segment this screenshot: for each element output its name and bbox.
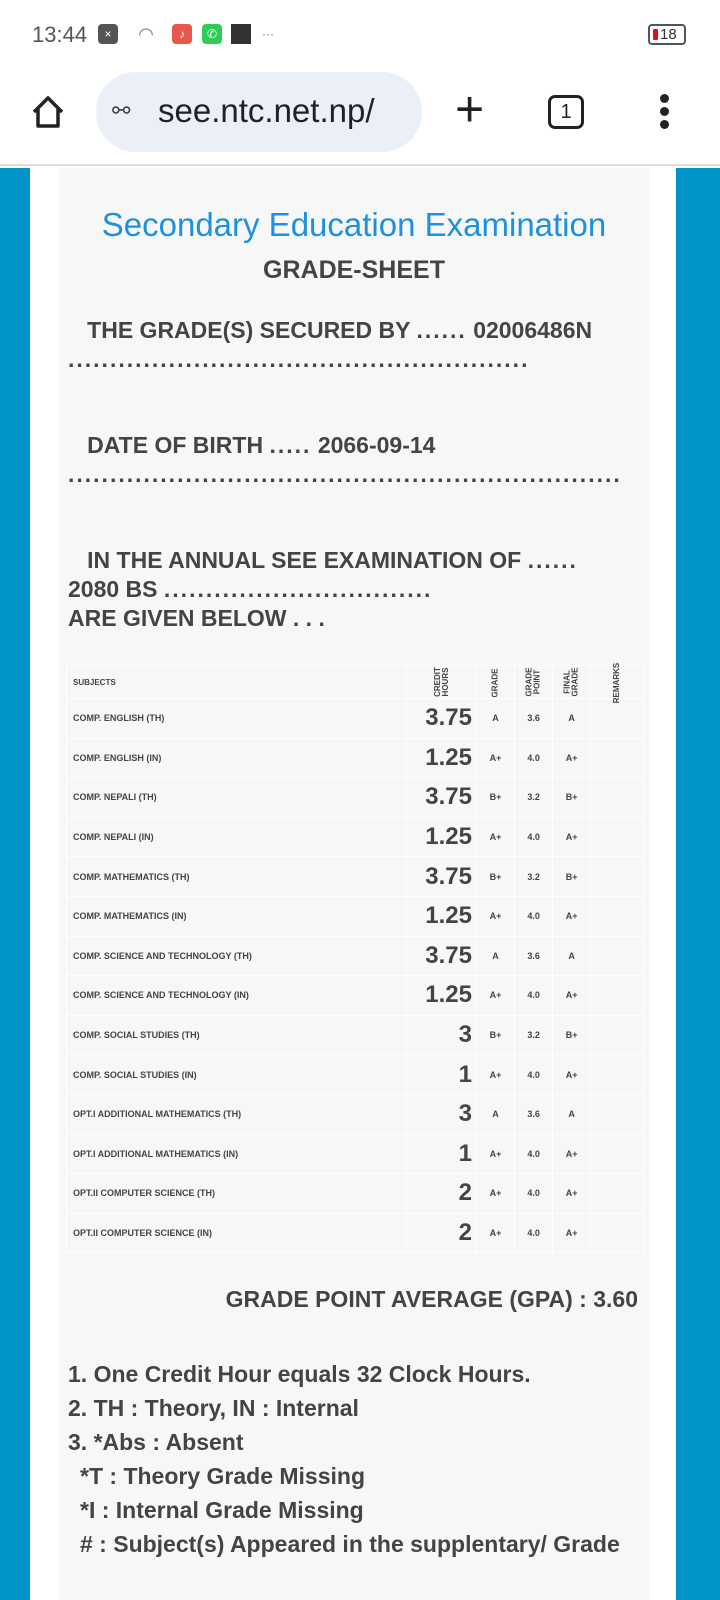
table-header [67, 666, 644, 699]
cell-remarks [591, 1094, 644, 1134]
cell-grade: A+ [477, 1174, 515, 1214]
cell-final: A+ [553, 896, 591, 936]
app-thumbnail-icon [231, 24, 251, 44]
cell-remarks [591, 778, 644, 818]
page-title: Secondary Education Examination [101, 206, 607, 243]
table-row [67, 857, 644, 897]
cell-credit: 3.75 [407, 936, 477, 976]
given-below: ARE GIVEN BELOW . . . [68, 605, 325, 631]
cell-grade: A+ [477, 738, 515, 778]
cell-subject: COMP. MATHEMATICS (TH) [67, 857, 407, 897]
cell-remarks [591, 1055, 644, 1095]
url-text[interactable]: see.ntc.net.np/ [158, 92, 375, 129]
cell-credit: 1.25 [407, 976, 477, 1016]
cell-remarks [591, 976, 644, 1016]
table-row [67, 936, 644, 976]
cell-point: 4.0 [515, 738, 553, 778]
header-final-text: FINAL GRADE [562, 667, 580, 697]
note: 1. One Credit Hour equals 32 Clock Hours. [68, 1361, 531, 1387]
cell-final: B+ [553, 778, 591, 818]
cell-point: 3.6 [515, 699, 553, 739]
note: *T : Theory Grade Missing [80, 1463, 365, 1489]
wifi-icon: ◠ [138, 24, 154, 44]
home-icon[interactable] [28, 92, 68, 132]
exam-line: IN THE ANNUAL SEE EXAMINATION OF ...... 2080 BS ................................ ARE GIVEN BELOW . . . [68, 547, 578, 631]
cell-final: A+ [553, 1134, 591, 1174]
cell-final: A [553, 1094, 591, 1134]
note: # : Subject(s) Appeared in the supplentary/ Grade [80, 1531, 620, 1557]
cell-point: 4.0 [515, 1174, 553, 1214]
status-bar [0, 0, 720, 70]
table-row [67, 817, 644, 857]
cell-credit: 3.75 [407, 857, 477, 897]
cell-remarks [591, 1015, 644, 1055]
tab-switcher-button[interactable]: 1 [548, 95, 584, 129]
grades-table [66, 662, 644, 1253]
note: 2. TH : Theory, IN : Internal [68, 1395, 359, 1421]
cell-credit: 3.75 [407, 699, 477, 739]
cell-subject: COMP. ENGLISH (TH) [67, 699, 407, 739]
header-remarks-text: REMARKS [612, 662, 622, 703]
cell-final: A+ [553, 1055, 591, 1095]
table-row [67, 1094, 644, 1134]
symbol-number: 02006486N [473, 317, 593, 343]
cell-grade: A+ [477, 1213, 515, 1253]
battery-icon [648, 24, 686, 45]
battery-level: 18 [660, 26, 677, 43]
cell-grade: A+ [477, 896, 515, 936]
cell-final: A+ [553, 817, 591, 857]
header-point-text: GRADE POINT [524, 667, 542, 697]
music-app-icon: ♪ [172, 24, 192, 44]
cell-subject: COMP. NEPALI (IN) [67, 817, 407, 857]
notes [68, 1357, 620, 1561]
cell-point: 3.2 [515, 1015, 553, 1055]
cell-credit: 1 [407, 1055, 477, 1095]
address-bar[interactable] [96, 72, 422, 152]
cell-remarks [591, 1174, 644, 1214]
header-subjects: SUBJECTS [67, 666, 407, 699]
cell-final: A [553, 936, 591, 976]
cell-point: 3.2 [515, 778, 553, 818]
cell-remarks [591, 857, 644, 897]
cell-grade: B+ [477, 778, 515, 818]
cell-point: 3.6 [515, 936, 553, 976]
header-grade [477, 666, 515, 699]
cell-point: 4.0 [515, 817, 553, 857]
table-row [67, 778, 644, 818]
cell-subject: COMP. SCIENCE AND TECHNOLOGY (TH) [67, 936, 407, 976]
dob-value: 2066-09-14 [317, 432, 436, 458]
cell-point: 4.0 [515, 1055, 553, 1095]
site-settings-icon[interactable]: ⚯ [112, 98, 131, 123]
cell-subject: COMP. MATHEMATICS (IN) [67, 896, 407, 936]
cell-credit: 2 [407, 1213, 477, 1253]
cell-grade: A [477, 936, 515, 976]
header-credit [407, 666, 477, 699]
cell-grade: A+ [477, 1134, 515, 1174]
page-subtitle: GRADE-SHEET [263, 256, 445, 284]
more-menu-icon[interactable] [660, 94, 670, 133]
cell-grade: A [477, 1094, 515, 1134]
dob-label: DATE OF BIRTH [87, 432, 264, 458]
cell-final: A+ [553, 1174, 591, 1214]
table-row [67, 896, 644, 936]
cell-credit: 1.25 [407, 817, 477, 857]
header-grade-text: GRADE [490, 668, 500, 697]
cell-credit: 3 [407, 1015, 477, 1055]
gpa: GRADE POINT AVERAGE (GPA) : 3.60 [225, 1286, 638, 1312]
header-point [515, 666, 553, 699]
new-tab-icon[interactable]: + [455, 81, 485, 137]
notification-x-icon: × [98, 24, 118, 44]
browser-toolbar [0, 70, 720, 166]
cell-final: A [553, 699, 591, 739]
exam-year: 2080 BS [68, 576, 158, 602]
cell-subject: COMP. SOCIAL STUDIES (IN) [67, 1055, 407, 1095]
table-row [67, 1015, 644, 1055]
dob-line: DATE OF BIRTH ..... 2066-09-14 .................................................................. [68, 432, 622, 487]
cell-point: 4.0 [515, 1134, 553, 1174]
cell-credit: 1 [407, 1134, 477, 1174]
cell-grade: B+ [477, 1015, 515, 1055]
cell-subject: COMP. ENGLISH (IN) [67, 738, 407, 778]
cell-grade: A+ [477, 976, 515, 1016]
table-row [67, 976, 644, 1016]
cell-point: 3.6 [515, 1094, 553, 1134]
cell-final: A+ [553, 976, 591, 1016]
cell-remarks [591, 1134, 644, 1174]
table-row [67, 1213, 644, 1253]
cell-remarks [591, 936, 644, 976]
cell-grade: B+ [477, 857, 515, 897]
cell-point: 4.0 [515, 1213, 553, 1253]
cell-point: 3.2 [515, 857, 553, 897]
table-row [67, 699, 644, 739]
cell-remarks [591, 817, 644, 857]
secured-by-line: THE GRADE(S) SECURED BY ...... 02006486N ....................................................... [68, 317, 593, 372]
cell-remarks [591, 699, 644, 739]
cell-credit: 1.25 [407, 738, 477, 778]
cell-final: B+ [553, 857, 591, 897]
cell-subject: OPT.I ADDITIONAL MATHEMATICS (TH) [67, 1094, 407, 1134]
header-credit-text: CREDIT HOURS [432, 667, 450, 697]
cell-remarks [591, 1213, 644, 1253]
cell-credit: 1.25 [407, 896, 477, 936]
cell-grade: A [477, 699, 515, 739]
table-row [67, 1174, 644, 1214]
cell-grade: A+ [477, 817, 515, 857]
cell-subject: COMP. SOCIAL STUDIES (TH) [67, 1015, 407, 1055]
cell-remarks [591, 738, 644, 778]
header-remarks [591, 662, 644, 703]
cell-subject: OPT.I ADDITIONAL MATHEMATICS (IN) [67, 1134, 407, 1174]
note: *I : Internal Grade Missing [80, 1497, 364, 1523]
table-row [67, 738, 644, 778]
whatsapp-icon: ✆ [202, 24, 222, 44]
cell-final: A+ [553, 1213, 591, 1253]
header-final [553, 666, 591, 699]
secured-label: THE GRADE(S) SECURED BY [87, 317, 411, 343]
cell-credit: 2 [407, 1174, 477, 1214]
more-notifications-icon: ··· [262, 27, 274, 41]
cell-subject: OPT.II COMPUTER SCIENCE (IN) [67, 1213, 407, 1253]
cell-credit: 3.75 [407, 778, 477, 818]
cell-remarks [591, 896, 644, 936]
cell-credit: 3 [407, 1094, 477, 1134]
note: 3. *Abs : Absent [68, 1429, 244, 1455]
cell-grade: A+ [477, 1055, 515, 1095]
cell-subject: OPT.II COMPUTER SCIENCE (TH) [67, 1174, 407, 1214]
cell-subject: COMP. NEPALI (TH) [67, 778, 407, 818]
cell-point: 4.0 [515, 896, 553, 936]
cell-point: 4.0 [515, 976, 553, 1016]
table-row [67, 1055, 644, 1095]
cell-final: A+ [553, 738, 591, 778]
cell-subject: COMP. SCIENCE AND TECHNOLOGY (IN) [67, 976, 407, 1016]
exam-label: IN THE ANNUAL SEE EXAMINATION OF [87, 547, 522, 573]
clock: 13:44 [32, 22, 88, 47]
table-row [67, 1134, 644, 1174]
cell-final: B+ [553, 1015, 591, 1055]
